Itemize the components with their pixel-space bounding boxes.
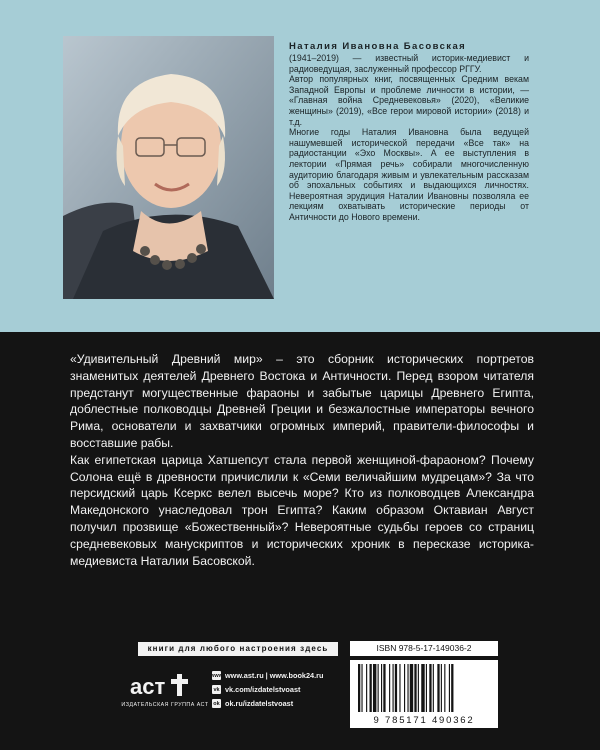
barcode-bar [373,664,376,712]
barcode-bar [370,664,372,712]
barcode-bar [418,664,419,712]
link-ok[interactable] [212,698,332,709]
barcode-bar [451,664,453,712]
author-photo [63,36,274,299]
author-portrait-illustration [63,36,274,299]
barcode-bar [433,664,434,712]
link-text: www.ast.ru | www.book24.ru [225,671,324,680]
web-icon: www [210,672,223,679]
isbn-label: ISBN 978-5-17-149036-2 [350,641,498,656]
barcode-bar [429,664,431,712]
publisher-name: ИЗДАТЕЛЬСКАЯ ГРУППА АСТ [121,702,209,708]
barcode-bar [449,664,450,712]
barcode-bar [358,664,360,712]
barcode-bar [366,664,367,712]
logo-text: аст [130,674,166,699]
barcode-digits: 9 785171 490362 [373,715,475,726]
barcode-bar [426,664,427,712]
barcode-bar [444,664,445,712]
bio-paragraph: (1941–2019) — известный историк-медиевист и радиоведущая, заслуженный профессор РГГУ. [289,53,529,74]
ast-logo [127,670,195,700]
author-name: Наталия Ивановна Басовская [289,41,467,52]
barcode-bar [393,664,394,712]
vk-icon: vk [213,686,220,693]
barcode-bar [404,664,405,712]
bio-paragraph: Многие годы Наталия Ивановна была ведущей нашумевшей исторической передачи «Все так» на радиостанции «Эхо Москвы». А ее выступления в лектории «Прямая речь» собирали многочисленную аудиторию благодаря живым и увлекательным рассказам об эпохальных событиях и выдающихся личностях. Невероятная эрудиция Наталии Ивановны позволяла ее лекциям охватывать исторические периоды от Античности до Нового времени. [289,127,529,222]
author-bio [289,53,529,223]
ast-logo-mark [127,670,195,700]
barcode-bar [410,664,413,712]
barcode-bar [414,664,416,712]
barcode-bar [361,664,362,712]
slogan-banner: книги для любого настроения здесь [138,642,338,656]
barcode-bar [421,664,424,712]
barcode-bar [437,664,439,712]
description-paragraph: Как египетская царица Хатшепсут стала первой женщиной-фараоном? Почему Солона ещё в древности причислили к «Семи величайшим мудрецам»? За что персидский царь Ксеркс велел высечь море? Кто из полководцев Александра Македонского унаследовал трон Египта? Каким образом Октавиан Август получил прозвище «Божественный»? Невероятные судьбы героев со страниц средневековых манускриптов и исторических хроник в пересказе историка-медиевиста Наталии Басовской. [70,452,534,568]
description-paragraph: «Удивительный Древний мир» – это сборник исторических портретов знаменитых деятелей Древнего Востока и Античности. Перед взором читателя предстанут могущественные фараоны и забытые царицы Древнего Египта, доблестные полководцы Древней Греции и безжалостные императоры вечного Рима, основатели и захватчики огромных империй, правители-философы и восставшие рабы. [70,352,534,450]
link-web[interactable] [212,670,332,681]
bio-paragraph: Автор популярных книг, посвященных Средним векам Западной Европы и проблеме личности в истории, — «Главная война Средневековья» (2020), «Великие женщины» (2019), «Все герои мировой истории» (2018) и т.д. [289,74,529,127]
ok-icon: ok [213,700,220,707]
barcode-bar [395,664,397,712]
link-vk[interactable] [212,684,332,695]
barcode-bar [381,664,382,712]
barcode-bar [383,664,385,712]
barcode-bar [407,664,408,712]
barcode-bar [389,664,390,712]
book-description [70,351,534,569]
barcode-bar [378,664,379,712]
link-text: vk.com/izdatelstvoast [225,685,301,694]
barcode [350,660,498,728]
publisher-links [212,670,332,712]
barcode-bar [399,664,400,712]
barcode-bar [441,664,442,712]
barcode-bars [350,660,498,714]
link-text: ok.ru/izdatelstvoast [225,699,294,708]
